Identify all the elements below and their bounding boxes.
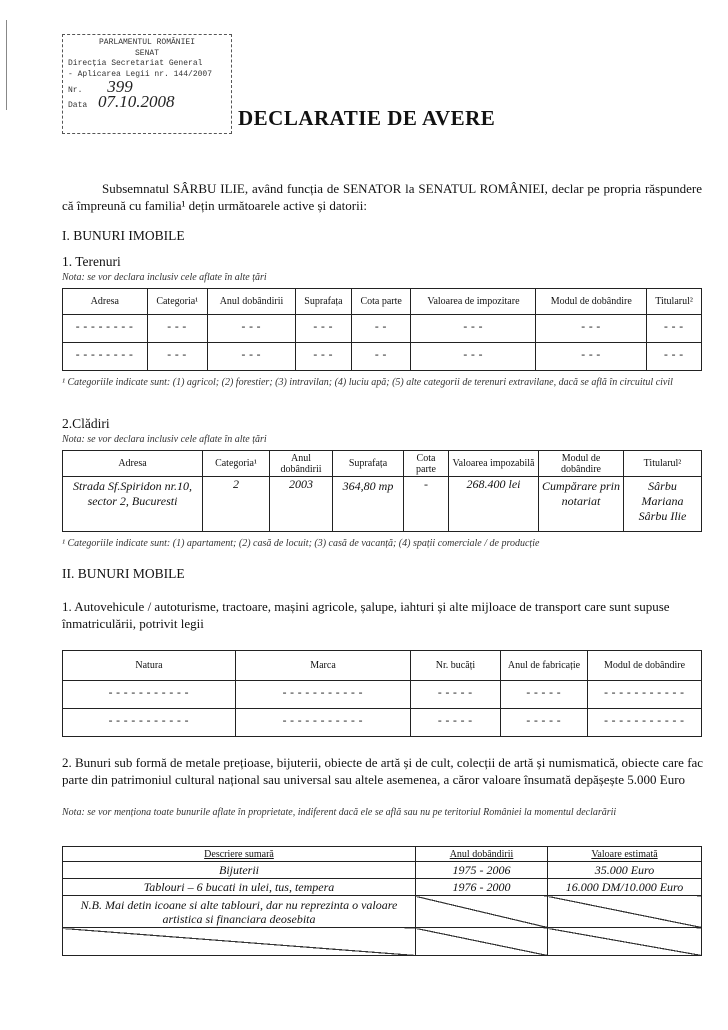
table-cell: ----------- <box>63 709 236 737</box>
table-cell: 1975 - 2006 <box>416 862 548 879</box>
table-cell: ----- <box>501 709 588 737</box>
table-cell: --- <box>296 315 352 343</box>
table-cell: --- <box>647 343 702 371</box>
col-valoarea: Valoarea de impozitare <box>411 289 536 315</box>
col-valoarea: Valoarea impozabilă <box>449 451 539 477</box>
table-cell: --- <box>296 343 352 371</box>
stamp-nr-label: Nr. <box>68 86 83 95</box>
subsection-cladiri: 2.Clădiri <box>62 416 110 431</box>
col-modul: Modul de dobândire <box>536 289 647 315</box>
table-row <box>63 681 702 709</box>
col-valoare: Valoare estimată <box>548 847 702 862</box>
page-title: DECLARATIE DE AVERE <box>238 106 496 130</box>
col-anul: Anul dobândirii <box>270 451 333 477</box>
table-cell: ----------- <box>236 681 411 709</box>
table-cell: -------- <box>63 315 148 343</box>
col-marca: Marca <box>236 651 411 681</box>
stamp-line-directie: Direcția Secretariat General <box>68 59 203 68</box>
cell-categoria: 2 <box>203 477 270 532</box>
metale-table <box>62 846 702 956</box>
table-row <box>63 879 702 896</box>
table-cell: --- <box>647 315 702 343</box>
table-cell-struck <box>63 928 416 956</box>
col-anul-fabricatie: Anul de fabricație <box>501 651 588 681</box>
col-adresa: Adresa <box>63 289 148 315</box>
cell-cota: - <box>404 477 449 532</box>
subsection-metale: 2. Bunuri sub formă de metale prețioase, bijuterii, obiecte de artă și de cult, colecții de artă și numismatică, obiecte care fac parte din patrimoniul cultural național sau universal sau altele asemenea, a căror valoare însumată depășește 5.000 Euro <box>62 755 704 787</box>
table-cell: --- <box>147 315 207 343</box>
table-cell: -- <box>351 315 411 343</box>
cell-suprafata: 364,80 mp <box>333 477 404 532</box>
col-modul-dobandire: Modul de dobândire <box>588 651 702 681</box>
note-terenuri: Nota: se vor declara inclusiv cele aflate în alte țări <box>62 272 267 283</box>
col-categoria: Categoria¹ <box>147 289 207 315</box>
stamp-data-value: 07.10.2008 <box>98 91 175 111</box>
table-cell: Tablouri – 6 bucati in ulei, tus, tempera <box>63 879 416 896</box>
section-heading-mobile: II. BUNURI MOBILE <box>62 566 185 581</box>
col-adresa: Adresa <box>63 451 203 477</box>
registration-stamp <box>62 34 232 134</box>
table-cell: ----- <box>411 681 501 709</box>
stamp-data-label: Data <box>68 100 88 110</box>
cell-anul: 2003 <box>270 477 333 532</box>
footnote-cladiri: ¹ Categoriile indicate sunt: (1) apartament; (2) casă de locuit; (3) casă de vacanță; (4) spații comerciale / de producție <box>62 538 540 549</box>
cell-titularul: Sârbu Mariana Sârbu Ilie <box>624 477 702 532</box>
table-cell: 35.000 Euro <box>548 862 702 879</box>
table-cell: --- <box>536 315 647 343</box>
table-row <box>63 709 702 737</box>
table-cell: --- <box>536 343 647 371</box>
table-cell-struck <box>416 896 548 928</box>
col-modul: Modul de dobândire <box>539 451 624 477</box>
table-row <box>63 896 702 928</box>
table-cell: ----------- <box>236 709 411 737</box>
table-cell: 1976 - 2000 <box>416 879 548 896</box>
cell-adresa: Strada Sf.Spiridon nr.10, sector 2, Bucuresti <box>63 477 203 532</box>
col-categoria: Categoria¹ <box>203 451 270 477</box>
table-cell: Bijuterii <box>63 862 416 879</box>
table-row <box>63 928 702 956</box>
col-anul: Anul dobândirii <box>207 289 295 315</box>
table-cell: ----- <box>501 681 588 709</box>
cell-valoarea: 268.400 lei <box>449 477 539 532</box>
margin-mark <box>6 20 7 110</box>
col-anul-dobandirii: Anul dobândirii <box>416 847 548 862</box>
table-cell: ----- <box>411 709 501 737</box>
table-cell: -- <box>351 343 411 371</box>
col-nr-bucati: Nr. bucăți <box>411 651 501 681</box>
col-natura: Natura <box>63 651 236 681</box>
col-suprafata: Suprafața <box>333 451 404 477</box>
table-cell: ----------- <box>588 681 702 709</box>
table-cell: -------- <box>63 343 148 371</box>
table-cell: --- <box>207 343 295 371</box>
cladiri-table <box>62 450 702 532</box>
table-cell-struck <box>416 928 548 956</box>
table-cell: --- <box>411 343 536 371</box>
table-cell: --- <box>147 343 207 371</box>
col-suprafata: Suprafața <box>296 289 352 315</box>
table-row <box>63 343 702 371</box>
table-row <box>63 862 702 879</box>
subsection-terenuri: 1. Terenuri <box>62 254 121 269</box>
stamp-nr-value: 399 <box>107 77 133 96</box>
autovehicule-table <box>62 650 702 737</box>
col-cota: Cota parte <box>404 451 449 477</box>
subsection-autovehicule: 1. Autovehicule / autoturisme, tractoare, mașini agricole, șalupe, iahturi și alte mijloace de transport care sunt supuse înmatriculării, potrivit legii <box>62 599 670 631</box>
table-cell: 16.000 DM/10.000 Euro <box>548 879 702 896</box>
table-row <box>63 477 702 532</box>
stamp-line-lege: - Aplicarea Legii nr. 144/2007 <box>68 69 213 79</box>
table-cell: N.B. Mai detin icoane si alte tablouri, dar nu reprezinta o valoare artistica si financiara deosebita <box>63 896 416 928</box>
intro-paragraph: Subsemnatul SÂRBU ILIE, având funcția de SENATOR la SENATUL ROMÂNIEI, declar pe propria răspundere că împreună cu familia¹ dețin următoarele active și datorii: <box>62 181 702 213</box>
col-descriere: Descriere sumară <box>63 847 416 862</box>
table-cell: --- <box>207 315 295 343</box>
table-cell-struck <box>548 928 702 956</box>
table-cell-struck <box>548 896 702 928</box>
table-row <box>63 315 702 343</box>
table-cell: --- <box>411 315 536 343</box>
col-titularul: Titularul² <box>624 451 702 477</box>
table-cell: ----------- <box>588 709 702 737</box>
col-cota: Cota parte <box>351 289 411 315</box>
note-metale: Nota: se vor menționa toate bunurile aflate în proprietate, indiferent dacă ele se află sau nu pe teritoriul României la momentul declarării <box>62 807 617 818</box>
footnote-terenuri: ¹ Categoriile indicate sunt: (1) agricol; (2) forestier; (3) intravilan; (4) luciu apă; (5) alte categorii de terenuri extravilane, dacă se află în circuitul civil <box>62 377 673 388</box>
note-cladiri: Nota: se vor declara inclusiv cele aflate în alte țări <box>62 434 267 445</box>
stamp-line-parliament: PARLAMENTUL ROMÂNIEI <box>98 38 195 47</box>
table-cell: ----------- <box>63 681 236 709</box>
col-titularul: Titularul² <box>647 289 702 315</box>
cell-modul: Cumpărare prin notariat <box>539 477 624 532</box>
section-heading-imobile: I. BUNURI IMOBILE <box>62 228 185 243</box>
stamp-line-senat: SENAT <box>134 48 159 58</box>
terenuri-table <box>62 288 702 371</box>
